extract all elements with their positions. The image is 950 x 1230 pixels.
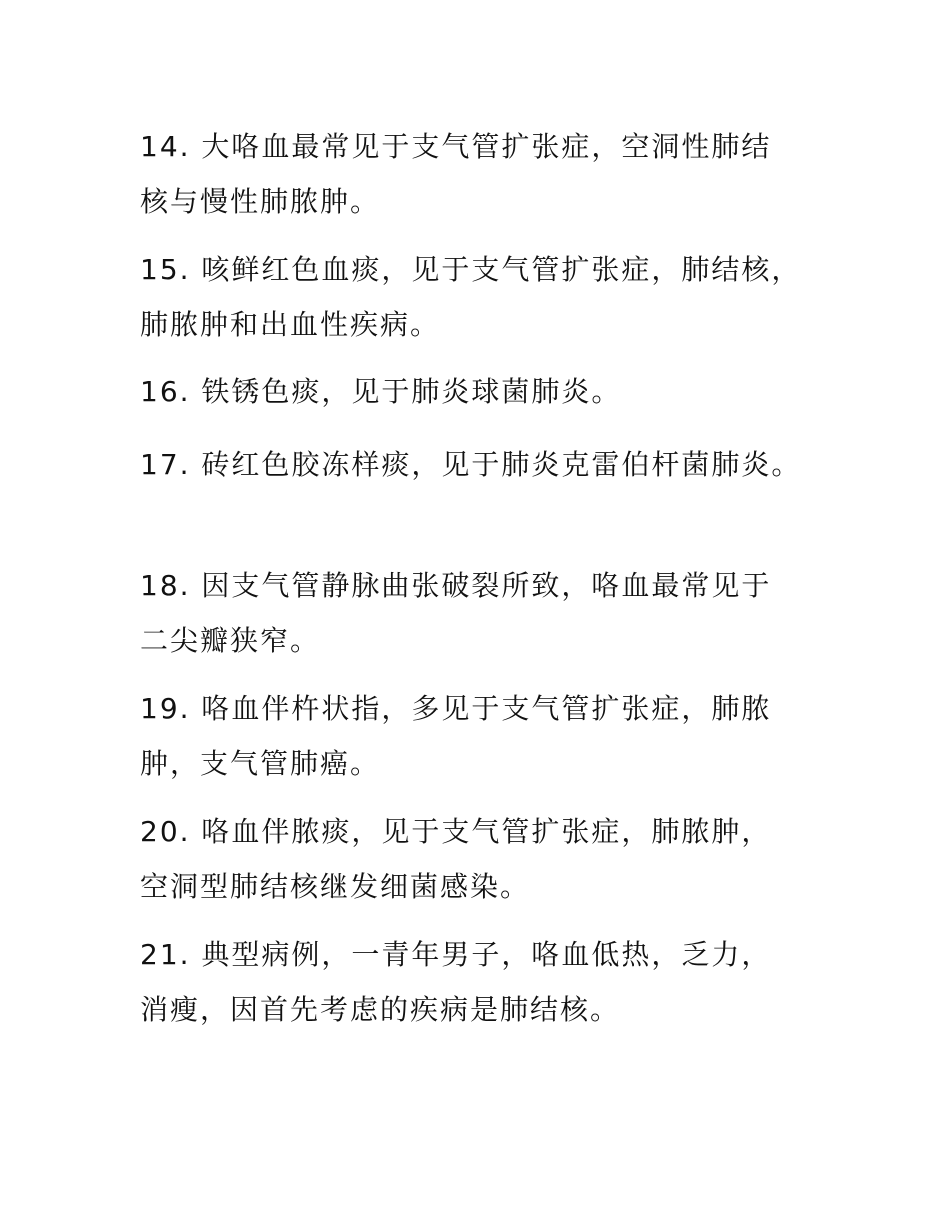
list-item-17: 17. 砖红色胶冻样痰，见于肺炎克雷伯杆菌肺炎。 — [140, 448, 802, 481]
list-item-21: 21. 典型病例，一青年男子，咯血低热，乏力， 消瘦，因首先考虑的疾病是肺结核。 — [140, 938, 772, 1026]
list-item-16: 16. 铁锈色痰，见于肺炎球菌肺炎。 — [140, 375, 622, 408]
list-item-20: 20. 咯血伴脓痰，见于支气管扩张症，肺脓肿， 空洞型肺结核继发细菌感染。 — [140, 815, 772, 903]
list-item-14: 14. 大咯血最常见于支气管扩张症，空洞性肺结 核与慢性肺脓肿。 — [140, 130, 772, 218]
list-item-15: 15. 咳鲜红色血痰，见于支气管扩张症，肺结核， 肺脓肿和出血性疾病。 — [140, 253, 802, 341]
list-item-19: 19. 咯血伴杵状指，多见于支气管扩张症，肺脓 肿，支气管肺癌。 — [140, 692, 772, 780]
list-item-18: 18. 因支气管静脉曲张破裂所致，咯血最常见于 二尖瓣狭窄。 — [140, 569, 772, 657]
